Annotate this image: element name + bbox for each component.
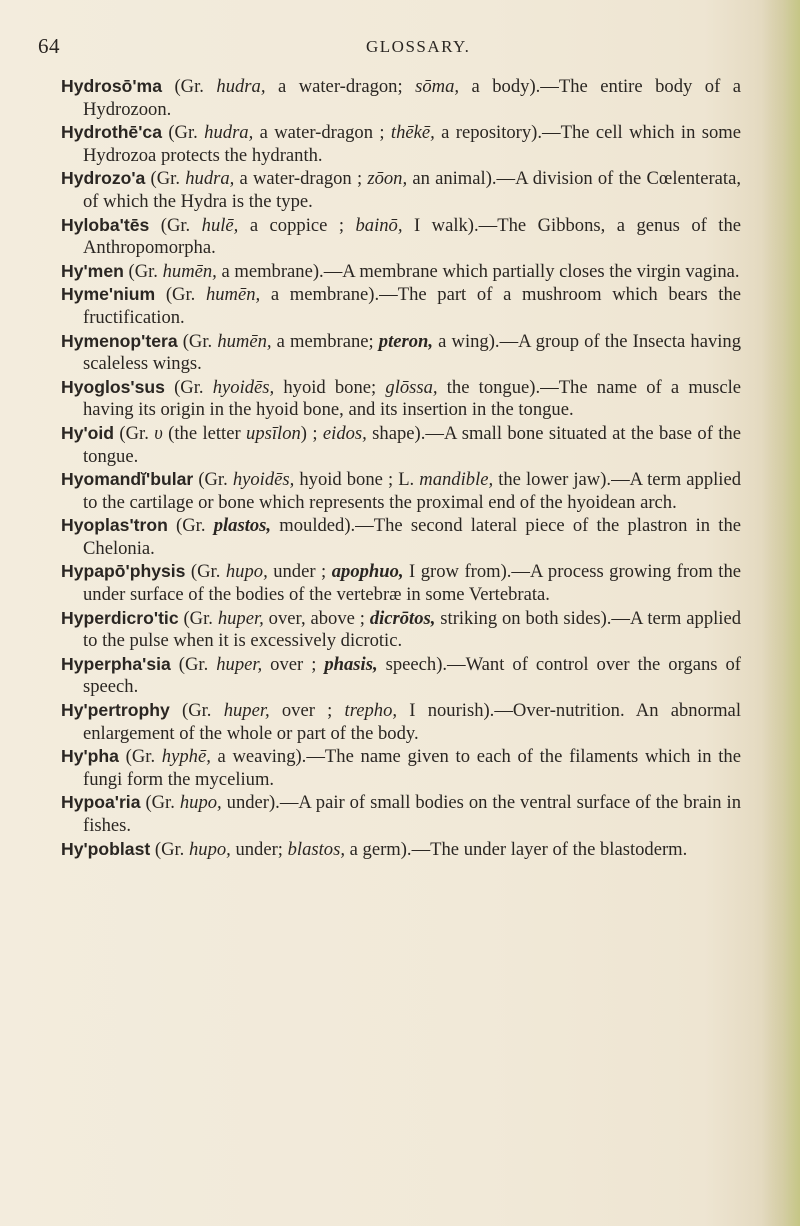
entry-text: (Gr. — [161, 122, 205, 144]
entry-text: I nourish).—Over-nutrition. An abnormal enlargement of the whole or part of the body. — [83, 700, 741, 744]
entry-text: a repository).—The cell which in some Hydrozoa protects the hydranth. — [83, 122, 741, 166]
entry-headword: Hymenop'tera — [61, 330, 178, 351]
entry-etymon: apophuo, — [331, 561, 404, 583]
entry-text: (Gr. — [145, 168, 186, 190]
entry-etymon: eidos, — [322, 422, 367, 444]
entry-text: (Gr. — [114, 422, 155, 444]
entry-etymon: trepho, — [344, 700, 398, 722]
entry-etymon: bainō, — [355, 214, 403, 236]
entry-text: (Gr. — [178, 607, 218, 629]
entry-text: a membrane; — [271, 330, 379, 352]
glossary-entry — [61, 283, 741, 329]
entry-etymon: sōma, — [415, 76, 460, 97]
entry-etymon: hudra, — [185, 168, 235, 190]
glossary-entry — [61, 607, 741, 653]
entry-text: (Gr. — [169, 700, 224, 722]
entry-text: (Gr. — [155, 284, 206, 306]
entry-text: (the letter — [162, 422, 247, 444]
entry-text: (Gr. — [140, 792, 180, 814]
entry-etymon: hupo, — [188, 838, 231, 860]
entry-text: a body).—The entire body of a Hydrozoon. — [83, 76, 742, 120]
entry-text: ) ; — [300, 422, 323, 444]
entry-headword: Hypapō'physis — [61, 561, 186, 582]
entry-etymon: hudra, — [216, 76, 266, 97]
entry-text: (Gr. — [118, 746, 162, 768]
entry-text: striking on both sides).—A term applied to the pulse when it is excessively dicrotic. — [83, 607, 741, 652]
entry-text: under; — [230, 838, 288, 860]
entry-headword: Hyoplas'tron — [61, 515, 168, 536]
running-title: GLOSSARY. — [366, 37, 471, 56]
entry-etymon: huper, — [223, 700, 270, 722]
glossary-entry — [61, 745, 741, 791]
entry-etymon: hupo, — [179, 792, 222, 814]
entry-etymon: hyoidēs, — [232, 469, 295, 491]
entry-etymon: humēn, — [205, 284, 261, 306]
glossary-entry — [61, 167, 741, 213]
entry-headword: Hy'poblast — [61, 838, 151, 859]
glossary-entry — [61, 376, 741, 422]
entry-headword: Hyme'nium — [61, 284, 156, 305]
entry-text: I walk).—The Gibbons, a genus of the Anthropomorpha. — [83, 214, 742, 259]
entry-text: (Gr. — [177, 330, 218, 352]
entry-text: shape).—A small bone situated at the base of the tongue. — [83, 422, 741, 467]
entry-text: hyoid bone; — [274, 376, 386, 398]
entry-etymon: huper, — [217, 607, 264, 629]
entry-etymon: upsīlon — [246, 422, 301, 444]
entry-etymon: hulē, — [201, 214, 239, 236]
entry-text: a membrane).—The part of a mushroom which bears the fructification. — [83, 284, 741, 328]
glossary-entry — [61, 791, 741, 837]
entry-text: a wing).—A group of the Insecta having scaleless wings. — [83, 330, 742, 375]
entry-etymon: hyoidēs, — [212, 376, 275, 398]
entry-etymon: zōon, — [367, 168, 408, 190]
entry-etymon: υ — [154, 422, 163, 444]
entry-text: under).—A pair of small bodies on the ventral surface of the brain in fishes. — [83, 792, 742, 836]
entry-headword: Hy'pertrophy — [61, 700, 170, 721]
entry-text: (Gr. — [185, 561, 226, 583]
entry-text: (Gr. — [161, 76, 217, 97]
entry-text: hyoid bone ; L. — [294, 469, 420, 491]
page-number: 64 — [38, 34, 60, 58]
page-edge-shadow — [762, 0, 800, 1226]
glossary-entry — [61, 838, 741, 862]
entry-text: a water-dragon; — [265, 76, 416, 97]
glossary-entry — [61, 514, 741, 560]
entry-text: a weaving).—The name given to each of the filaments which in the fungi form the mycelium. — [83, 746, 741, 790]
entry-headword: Hydrozo'a — [61, 168, 146, 189]
entry-etymon: phasis, — [324, 653, 378, 675]
entry-text: (Gr. — [150, 838, 189, 860]
entry-text: (Gr. — [149, 214, 202, 236]
entry-headword: Hypoa'ria — [61, 792, 141, 813]
entry-headword: Hy'pha — [61, 746, 119, 767]
entry-etymon: hupo, — [225, 561, 268, 583]
entry-text: (Gr. — [193, 469, 233, 491]
entry-text: a membrane).—A membrane which partially closes the virgin vagina. — [216, 260, 740, 282]
entry-text: a water-dragon ; — [234, 168, 368, 190]
entry-etymon: pteron, — [378, 330, 434, 352]
glossary-entry — [61, 260, 741, 284]
glossary-entry — [61, 422, 741, 468]
entry-text: under ; — [267, 561, 332, 583]
entry-text: a germ).—The under layer of the blastoderm. — [344, 838, 688, 860]
entry-text: (Gr. — [167, 515, 214, 537]
glossary-entries — [61, 75, 741, 861]
glossary-entry — [61, 330, 741, 376]
entry-text: over, above ; — [263, 607, 370, 629]
entry-etymon: hudra, — [204, 122, 254, 144]
entry-text: over ; — [262, 653, 325, 675]
entry-etymon: dicrōtos, — [369, 607, 436, 629]
entry-headword: Hyoglos'sus — [61, 376, 165, 397]
entry-etymon: humēn, — [162, 260, 217, 282]
entry-text: I grow from).—A process growing from the under surface of the bodies of the vertebræ in some Vertebrata. — [83, 561, 741, 606]
entry-text: over ; — [269, 700, 345, 722]
entry-text: (Gr. — [170, 653, 217, 675]
entry-etymon: humēn, — [217, 330, 272, 352]
entry-headword: Hyloba'tēs — [61, 214, 150, 235]
entry-text: (Gr. — [123, 260, 163, 282]
entry-text: (Gr. — [164, 376, 213, 398]
entry-text: moulded).—The second lateral piece of the plastron in the Chelonia. — [83, 515, 741, 559]
entry-headword: Hy'oid — [61, 422, 115, 443]
entry-text: an animal).—A division of the Cœlenterata, of which the Hydra is the type. — [83, 168, 741, 212]
entry-text: a water-dragon ; — [253, 122, 391, 144]
entry-headword: Hydrothē'ca — [61, 122, 162, 143]
glossary-entry — [61, 560, 741, 606]
entry-etymon: blastos, — [287, 838, 345, 860]
glossary-entry — [61, 121, 741, 167]
glossary-entry — [61, 653, 741, 699]
entry-etymon: plastos, — [213, 515, 272, 537]
glossary-entry — [61, 699, 741, 745]
entry-headword: Hydrosō'ma — [61, 76, 162, 96]
glossary-entry — [61, 75, 741, 121]
page-header — [38, 34, 728, 62]
glossary-entry — [61, 214, 741, 260]
entry-text: a coppice ; — [238, 214, 356, 236]
entry-etymon: thēkē, — [390, 122, 435, 144]
entry-etymon: hyphē, — [161, 746, 211, 768]
entry-etymon: mandible, — [419, 469, 494, 491]
entry-headword: Hyomandĭ'bular — [61, 469, 194, 490]
entry-headword: Hyperpha'sia — [61, 653, 171, 674]
entry-headword: Hyperdicro'tic — [61, 607, 179, 628]
glossary-entry — [61, 468, 741, 514]
entry-text: the tongue).—The name of a muscle having its origin in the hyoid bone, and its insertion in the tongue. — [83, 376, 742, 421]
entry-etymon: huper, — [216, 653, 263, 675]
entry-etymon: glōssa, — [385, 376, 438, 398]
entry-text: the lower jaw).—A term applied to the cartilage or bone which represents the proximal end of the hyoidean arch. — [83, 469, 742, 513]
entry-headword: Hy'men — [61, 260, 124, 281]
entry-text: speech).—Want of control over the organs of speech. — [83, 653, 741, 698]
